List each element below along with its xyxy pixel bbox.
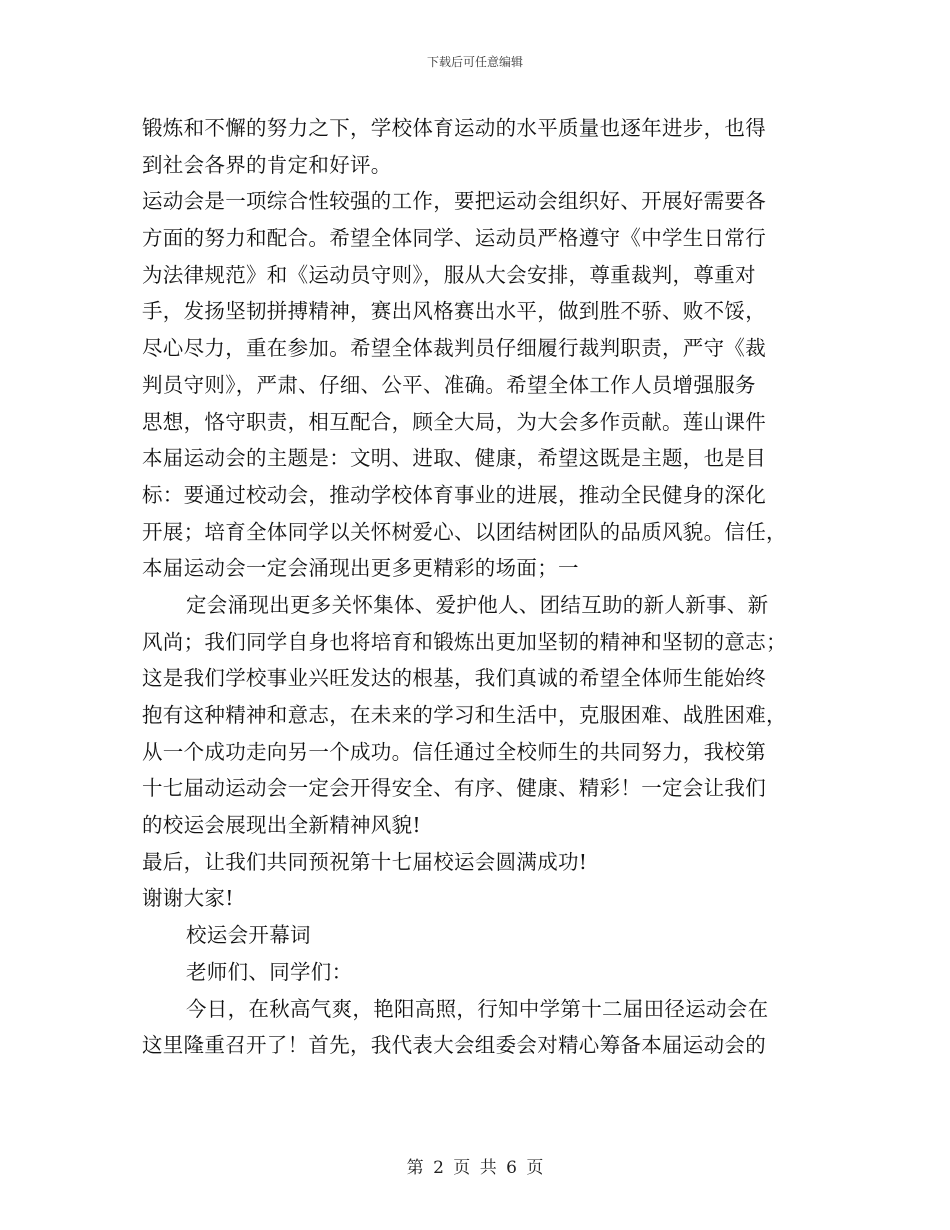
- page-number-footer: 第 2 页 共 6 页: [406, 1158, 544, 1178]
- body-line: 思想，恪守职责，相互配合，顾全大局，为大会多作贡献。莲山课件: [142, 409, 766, 434]
- body-line: 标：要通过校动会，推动学校体育事业的进展，推动全民健身的深化: [142, 482, 766, 507]
- body-line: 为法律规范》和《运动员守则》，服从大会安排，尊重裁判，尊重对: [142, 262, 756, 287]
- body-line: 从一个成功走向另一个成功。信任通过全校师生的共同努力，我校第: [142, 739, 766, 764]
- salutation: 老师们、同学们：: [186, 959, 353, 984]
- body-line: 的校运会展现出全新精神风貌!: [142, 813, 421, 838]
- body-line: 判员守则》，严肃、仔细、公平、准确。希望全体工作人员增强服务: [142, 372, 756, 397]
- body-line: 到社会各界的肯定和好评。: [142, 152, 392, 177]
- body-line: 谢谢大家!: [142, 886, 234, 911]
- body-line: 今日，在秋高气爽，艳阳高照，行知中学第十二届田径运动会在: [186, 996, 769, 1021]
- body-line: 抱有这种精神和意志，在未来的学习和生活中，克服困难、战胜困难，: [142, 703, 787, 727]
- page-header: 下载后可任意编辑: [426, 55, 523, 69]
- body-line: 本届运动会一定会涌现出更多更精彩的场面；一: [142, 556, 579, 581]
- document-body: [142, 110, 807, 1064]
- body-line: 开展；培育全体同学以关怀树爱心、以团结树团队的品质风貌。信任，: [142, 519, 787, 544]
- body-line: 运动会是一项综合性较强的工作，要把运动会组织好、开展好需要各: [142, 189, 766, 214]
- body-line: 定会涌现出更多关怀集体、爱护他人、团结互助的新人新事、新: [186, 592, 769, 617]
- body-line: 风尚；我们同学自身也将培育和锻炼出更加坚韧的精神和坚韧的意志；: [142, 629, 787, 654]
- body-line: 最后，让我们共同预祝第十七届校运会圆满成功!: [142, 849, 588, 874]
- body-line: 本届运动会的主题是：文明、进取、健康，希望这既是主题，也是目: [142, 446, 766, 471]
- body-line: 这里隆重召开了！首先，我代表大会组委会对精心筹备本届运动会的: [142, 1033, 766, 1058]
- body-line: 锻炼和不懈的努力之下，学校体育运动的水平质量也逐年进步，也得: [142, 116, 766, 140]
- section-title: 校运会开幕词: [186, 923, 311, 948]
- body-line: 十七届动运动会一定会开得安全、有序、健康、精彩！一定会让我们: [142, 776, 766, 801]
- body-line: 手，发扬坚韧拼搏精神，赛出风格赛出水平，做到胜不骄、败不馁，: [142, 299, 766, 324]
- body-line: 尽心尽力，重在参加。希望全体裁判员仔细履行裁判职责，严守《裁: [142, 336, 766, 361]
- body-line: 这是我们学校事业兴旺发达的根基，我们真诚的希望全体师生能始终: [142, 666, 766, 691]
- body-line: 方面的努力和配合。希望全体同学、运动员严格遵守《中学生日常行: [142, 226, 766, 251]
